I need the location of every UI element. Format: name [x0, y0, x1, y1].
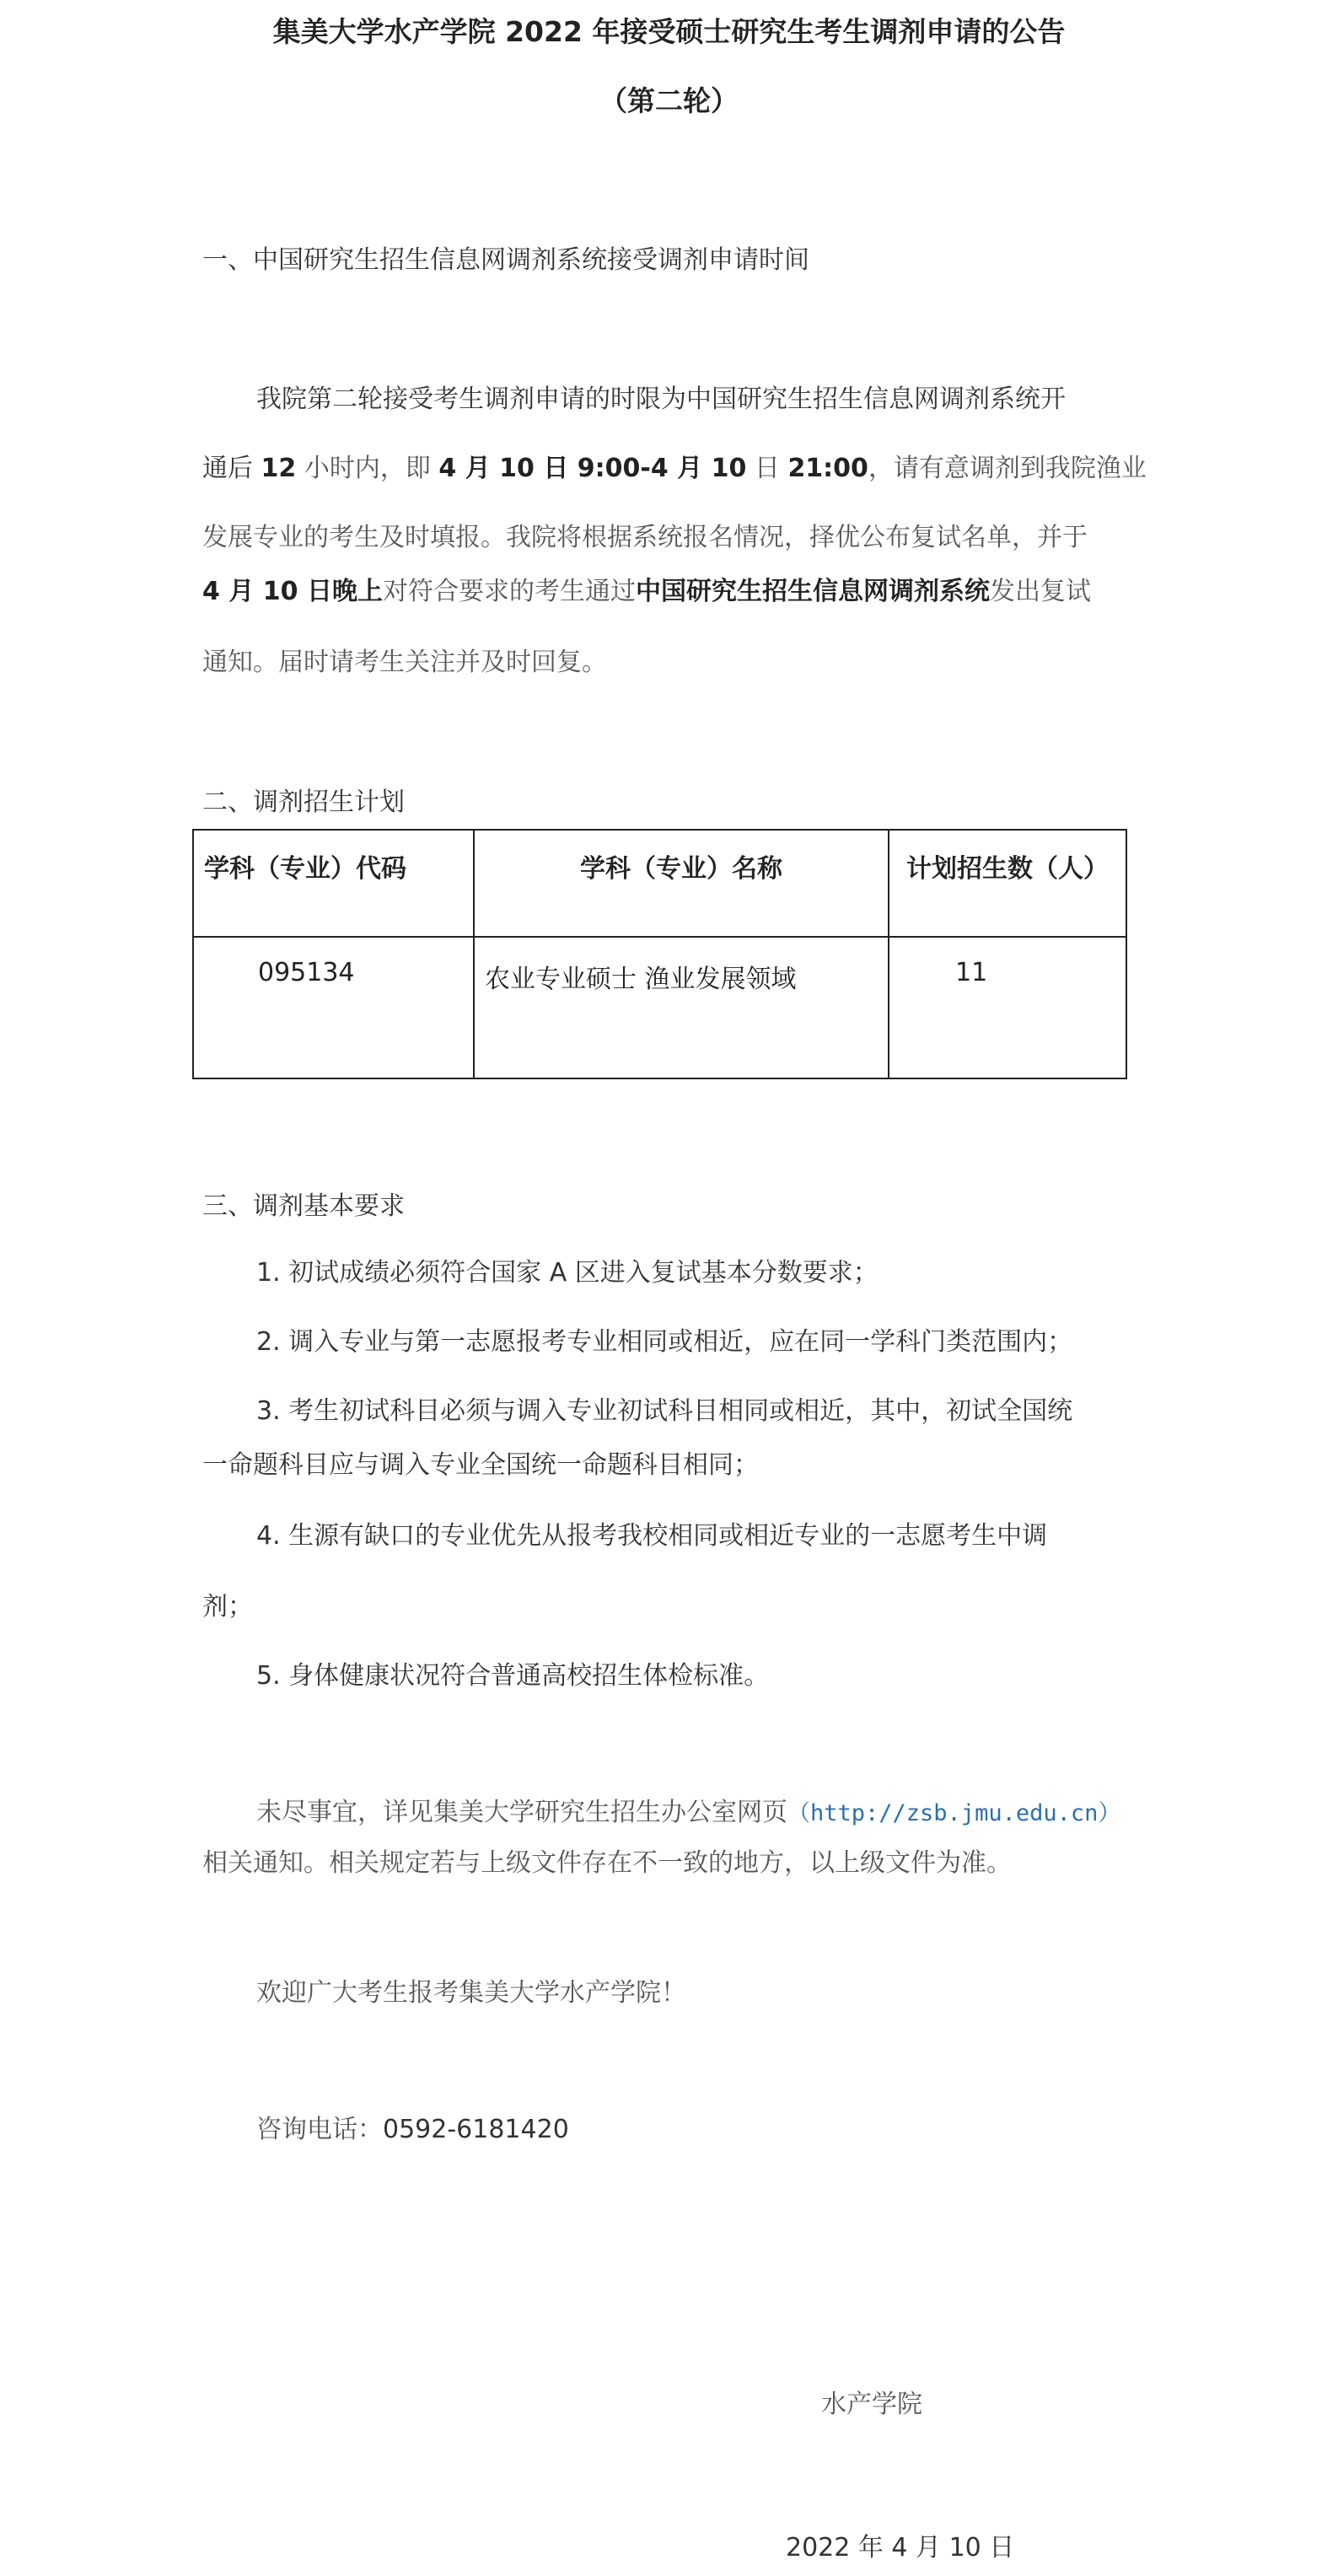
header-code: 学科（专业）代码 — [193, 830, 474, 937]
section1-heading: 一、中国研究生招生信息网调剂系统接受调剂申请时间 — [202, 245, 809, 275]
notice-title: 集美大学水产学院 2022 年接受硕士研究生考生调剂申请的公告 — [272, 15, 1066, 48]
cell-quota: 11 — [889, 937, 1126, 1078]
requirement-4-line2: 剂； — [202, 1592, 253, 1621]
notice-date: 2022 年 4 月 10 日 — [786, 2533, 1015, 2563]
section1-line3: 发展专业的考生及时填报。我院将根据系统报名情况，择优公布复试名单，并于 — [202, 523, 1088, 552]
closing-note — [202, 1791, 1138, 1901]
enrollment-plan-table — [192, 829, 1127, 1079]
requirement-1: 1. 初试成绩必须符合国家 A 区进入复试基本分数要求； — [256, 1258, 879, 1288]
line2-part-a: 通后 — [202, 454, 261, 483]
section2-heading: 二、调剂招生计划 — [202, 788, 405, 817]
line2-part-g: ，请有意调剂到我院渔业 — [868, 454, 1147, 483]
closing-note-text: 未尽事宜，详见集美大学研究生招生办公室网页 — [256, 1798, 787, 1827]
cell-code: 095134 — [193, 937, 474, 1078]
line2-time-end: 21:00 — [787, 454, 868, 483]
section1-line4 — [202, 570, 1091, 607]
requirement-2: 2. 调入专业与第一志愿报考专业相同或相近，应在同一学科门类范围内； — [256, 1327, 1073, 1357]
phone-number: 0592-6181420 — [383, 2115, 569, 2144]
admissions-website-link[interactable]: （http://zsb.jmu.edu.cn） — [787, 1800, 1121, 1826]
table-row — [193, 937, 1126, 1078]
section3-heading: 三、调剂基本要求 — [202, 1191, 405, 1221]
section1-paragraph — [202, 378, 1147, 681]
signature: 水产学院 — [821, 2390, 922, 2419]
requirement-3-line2: 一命题科目应与调入专业全国统一命题科目相同； — [202, 1450, 759, 1480]
line2-date-start: 4 月 10 日 9:00-4 月 10 — [438, 454, 747, 483]
line4-date: 4 月 10 日晚上 — [202, 577, 383, 606]
contact-phone — [256, 2108, 1192, 2145]
section1-line5: 通知。届时请考生关注并及时回复。 — [202, 648, 607, 677]
header-quota: 计划招生数（人） — [889, 830, 1126, 937]
header-name: 学科（专业）名称 — [474, 830, 889, 937]
requirement-4-line1: 4. 生源有缺口的专业优先从报考我校相同或相近专业的一志愿考生中调 — [256, 1521, 1048, 1551]
requirement-5: 5. 身体健康状况符合普通高校招生体检标准。 — [256, 1661, 770, 1691]
table-header-row — [193, 830, 1126, 937]
cell-name: 农业专业硕士 渔业发展领域 — [474, 937, 889, 1078]
closing-note-line1 — [256, 1791, 1120, 1828]
line4-part-d: 发出复试 — [989, 577, 1091, 606]
welcome-text: 欢迎广大考生报考集美大学水产学院！ — [256, 1978, 686, 2008]
line4-system: 中国研究生招生信息网调剂系统 — [635, 577, 990, 606]
line2-part-c: 小时内，即 — [296, 454, 439, 483]
line4-part-b: 对符合要求的考生通过 — [382, 577, 636, 606]
line2-part-e: 日 — [746, 454, 788, 483]
section1-line2 — [202, 447, 1147, 484]
phone-label: 咨询电话： — [256, 2115, 383, 2144]
closing-note-line2: 相关通知。相关规定若与上级文件存在不一致的地方，以上级文件为准。 — [202, 1848, 1012, 1878]
section1-line1: 我院第二轮接受考生调剂申请的时限为中国研究生招生信息网调剂系统开 — [256, 385, 1066, 414]
line2-hours: 12 — [261, 454, 297, 483]
requirement-3-line1: 3. 考生初试科目必须与调入专业初试科目相同或相近，其中，初试全国统 — [256, 1396, 1073, 1426]
notice-subtitle: （第二轮） — [599, 84, 739, 117]
